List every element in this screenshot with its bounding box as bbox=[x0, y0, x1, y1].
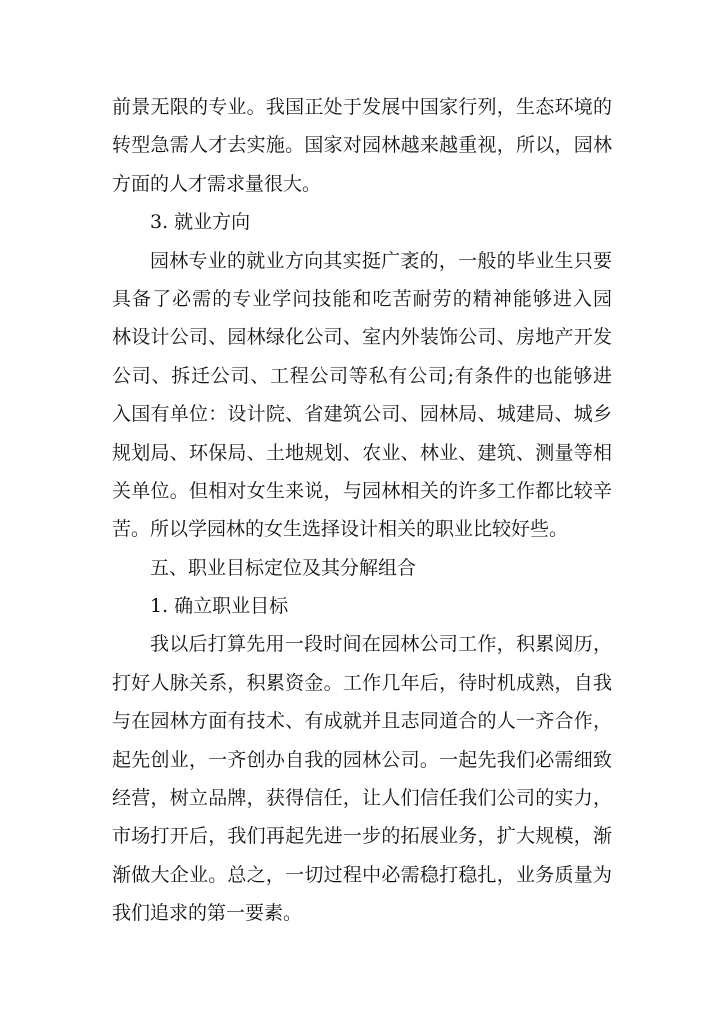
paragraph-line: 起先创业，一齐创办自我的园林公司。一起先我们必需细致 bbox=[112, 748, 612, 771]
paragraph-line: 转型急需人才去实施。国家对园林越来越重视，所以，园林 bbox=[112, 134, 612, 157]
paragraph-line: 渐做大企业。总之，一切过程中必需稳打稳扎，业务质量为 bbox=[112, 863, 612, 886]
paragraph-line: 关单位。但相对女生来说，与园林相关的许多工作都比较辛 bbox=[112, 479, 612, 502]
paragraph-line: 苦。所以学园林的女生选择设计相关的职业比较好些。 bbox=[112, 518, 569, 541]
paragraph-line: 林设计公司、园林绿化公司、室内外装饰公司、房地产开发 bbox=[112, 326, 612, 349]
paragraph-line: 方面的人才需求量很大。 bbox=[112, 172, 322, 195]
paragraph-line: 我以后打算先用一段时间在园林公司工作，积累阅历， bbox=[150, 633, 612, 656]
paragraph-line: 具备了必需的专业学问技能和吃苦耐劳的精神能够进入园 bbox=[112, 287, 612, 310]
chapter-heading: 五、职业目标定位及其分解组合 bbox=[150, 556, 417, 579]
paragraph-line: 经营，树立品牌，获得信任，让人们信任我们公司的实力， bbox=[112, 787, 612, 810]
section-heading: 1. 确立职业目标 bbox=[150, 595, 289, 618]
paragraph-line: 我们追求的第一要素。 bbox=[112, 902, 303, 925]
paragraph-line: 入国有单位：设计院、省建筑公司、园林局、城建局、城乡 bbox=[112, 403, 612, 426]
paragraph-line: 规划局、环保局、土地规划、农业、林业、建筑、测量等相 bbox=[112, 441, 612, 464]
paragraph-line: 公司、拆迁公司、工程公司等私有公司;有条件的也能够进 bbox=[112, 364, 612, 387]
section-heading: 3. 就业方向 bbox=[150, 211, 251, 234]
paragraph-line: 打好人脉关系，积累资金。工作几年后，待时机成熟，自我 bbox=[112, 671, 612, 694]
paragraph-line: 与在园林方面有技术、有成就并且志同道合的人一齐合作， bbox=[112, 710, 612, 733]
document-body bbox=[112, 88, 612, 933]
paragraph-line: 园林专业的就业方向其实挺广袤的，一般的毕业生只要 bbox=[150, 249, 612, 272]
paragraph-line: 前景无限的专业。我国正处于发展中国家行列，生态环境的 bbox=[112, 96, 612, 118]
paragraph-line: 市场打开后，我们再起先进一步的拓展业务，扩大规模，渐 bbox=[112, 825, 612, 848]
